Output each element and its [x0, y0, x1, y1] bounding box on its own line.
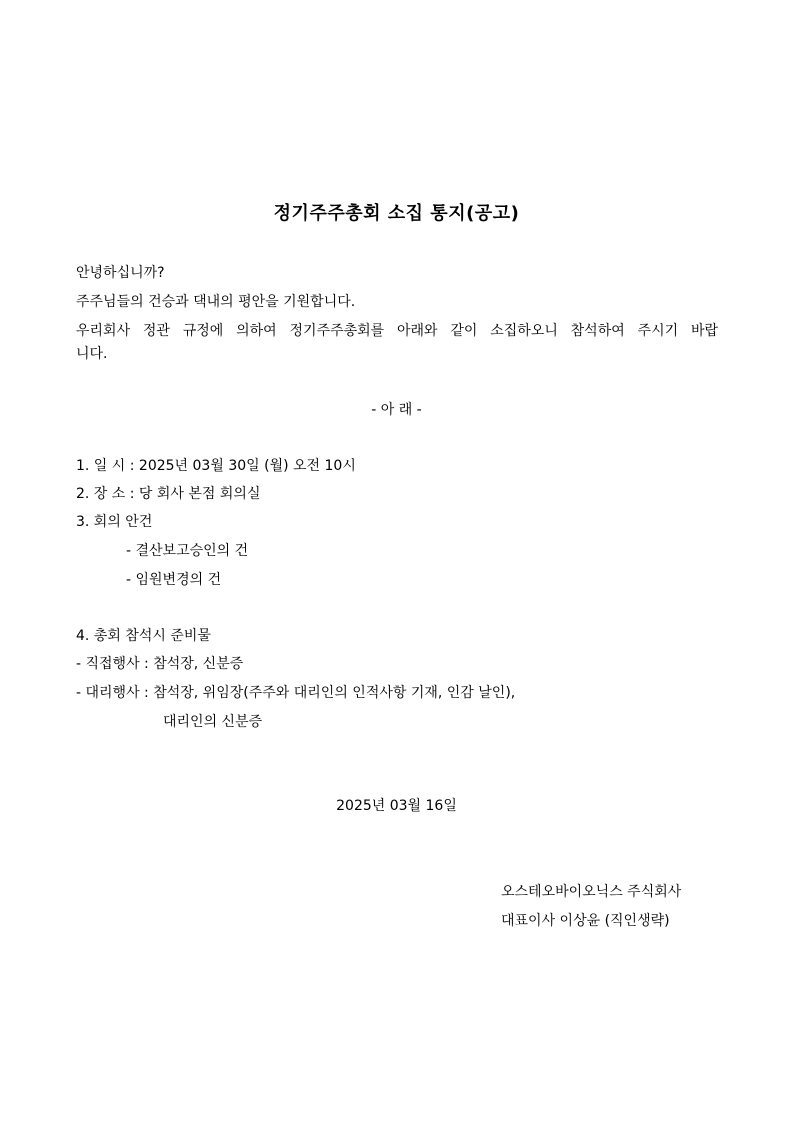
section-divider: - 아 래 - [371, 402, 422, 418]
agenda-item: - 임원변경의 건 [126, 572, 222, 588]
wish-line: 주주님들의 건승과 댁내의 평안을 기원합니다. [76, 294, 356, 310]
agenda-item: - 결산보고승인의 건 [126, 543, 249, 559]
preparation-heading: 4. 총회 참석시 준비물 [76, 628, 211, 644]
preparation-proxy-continued: 대리인의 신분증 [163, 714, 263, 730]
document-title: 정기주주총회 소집 통지(공고) [273, 203, 520, 224]
convocation-line: 우리회사 정관 규정에 의하여 정기주주총회를 아래와 같이 소집하오니 참석하여 주시기 바랍 [76, 323, 718, 339]
preparation-direct: - 직접행사 : 참석장, 신분증 [76, 656, 244, 672]
meeting-date-item: 1. 일 시 : 2025년 03월 30일 (월) 오전 10시 [76, 458, 356, 474]
convocation-line-end: 니다. [76, 346, 108, 362]
representative-signature: 대표이사 이상윤 (직인생략) [501, 913, 670, 929]
agenda-heading: 3. 회의 안건 [76, 514, 153, 530]
company-name: 오스테오바이오닉스 주식회사 [501, 884, 682, 900]
meeting-place-item: 2. 장 소 : 당 회사 본점 회의실 [76, 486, 261, 502]
issue-date: 2025년 03월 16일 [336, 798, 457, 814]
preparation-proxy: - 대리행사 : 참석장, 위임장(주주와 대리인의 인적사항 기재, 인감 날인), [76, 685, 516, 701]
greeting-line: 안녕하십니까? [76, 265, 165, 281]
